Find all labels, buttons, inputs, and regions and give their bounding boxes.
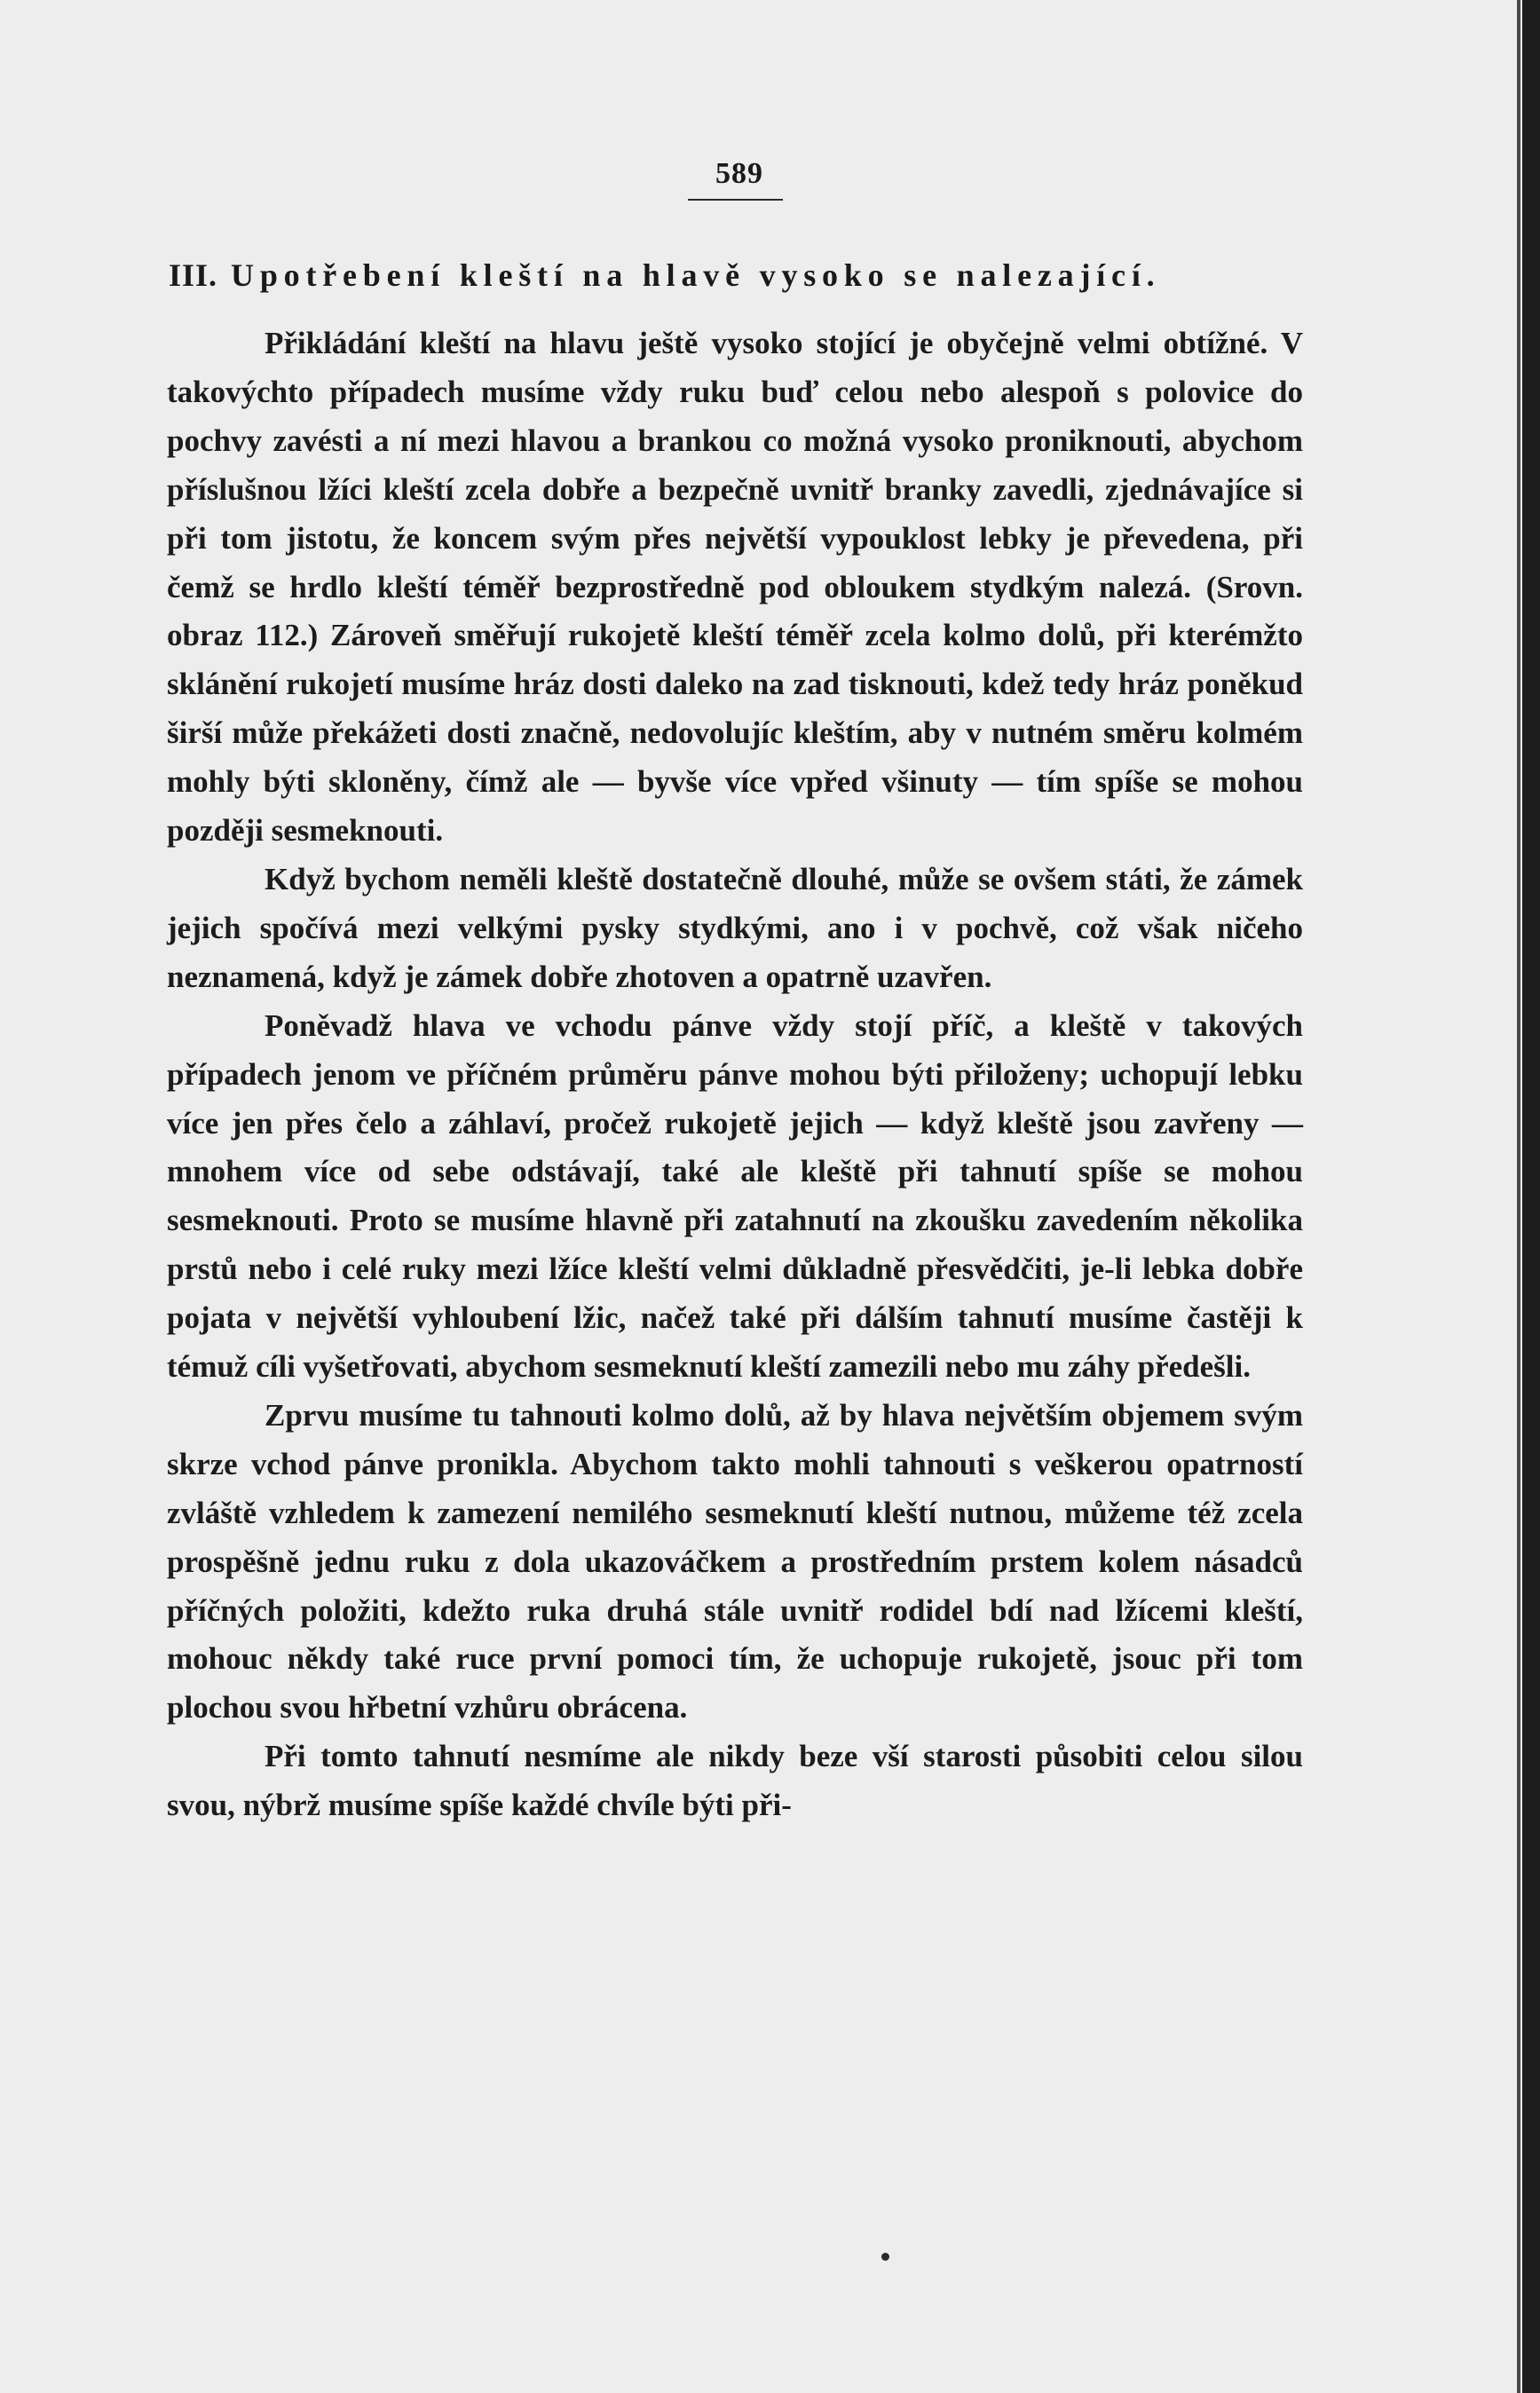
paragraph-2: Když bychom neměli kleště dostatečně dlouhé, může se ovšem státi, že zámek jejich spočívá mezi velkými pysky stydkými, ano i v pochvě, což však ničeho neznamená, když je zámek dobře zhotoven a opatrně uzavřen. <box>167 861 1303 994</box>
section-title: Upotřebení kleští na hlavě vysoko se nalezající. <box>231 257 1161 293</box>
section-number: III. <box>169 257 218 293</box>
paragraph-3: Poněvadž hlava ve vchodu pánve vždy stojí příč, a kleště v takových případech jenom ve příčném průměru pánve mohou býti přiloženy; uchopují lebku více jen přes čelo a záhlaví, pročež rukojetě jejich — když kleště jsou zavřeny — mnohem více od sebe odstávají, také ale kleště při tahnutí spíše se mohou sesmeknouti. Proto se musíme hlavně při zatahnutí na zkoušku zavedením několika prstů nebo i celé ruky mezi lžíce kleští velmi důkladně přesvědčiti, je-li lebka dobře pojata v největší vyhloubení lžic, načež také při dálším tahnutí musíme častěji k témuž cíli vyšetřovati, abychom sesmeknutí kleští zamezili nebo mu záhy předešli. <box>167 1007 1303 1385</box>
paragraph-4: Zprvu musíme tu tahnouti kolmo dolů, až by hlava největším objemem svým skrze vchod pánve pronikla. Abychom takto mohli tahnouti s veškerou opatrností zvláště vzhledem k zamezení nemilého sesmeknutí kleští nutnou, můžeme též zcela prospěšně jednu ruku z dola ukazováčkem a prostředním prstem kolem násadců příčných položiti, kdežto ruka druhá stále uvnitř rodidel bdí nad lžícemi kleští, mohouc někdy také ruce první pomoci tím, že uchopuje rukojetě, jsouc při tom plochou svou hřbetní vzhůru obrácena. <box>167 1397 1303 1726</box>
page-number-rule <box>688 199 783 201</box>
paragraph-1: Přikládání kleští na hlavu ještě vysoko stojící je obyčejně velmi obtížné. V takovýchto případech musíme vždy ruku buď celou nebo alespoň s polovice do pochvy zavésti a ní mezi hlavou a brankou co možná vysoko proniknouti, abychom příslušnou lžíci kleští zcela dobře a bezpečně uvnitř branky zavedli, zjednávajíce si při tom jistotu, že koncem svým přes největší vypouklost lebky je převedena, při čemž se hrdlo kleští téměř bezprostředně pod obloukem stydkým nalezá. (Srovn. obraz 112.) Zároveň směřují rukojetě kleští téměř zcela kolmo dolů, při kterémžto sklánění rukojetí musíme hráz dosti daleko na zad tisknouti, kdež tedy hráz poněkud širší může překážeti dosti značně, nedovolujíc kleštím, aby v nutném směru kolmém mohly býti skloněny, čímž ale — byvše více vpřed všinuty — tím spíše se mohou později sesmeknouti. <box>167 326 1303 849</box>
scanner-border <box>1522 0 1540 2393</box>
page-number: 589 <box>715 157 763 190</box>
section-heading <box>169 257 1323 294</box>
paragraph-5: Při tomto tahnutí nesmíme ale nikdy beze vší starosti působiti celou silou svou, nýbrž musíme spíše každé chvíle býti při- <box>167 1739 1303 1823</box>
footer-dot <box>881 2253 889 2261</box>
body-text <box>167 320 1303 1830</box>
page-edge-line <box>1517 0 1520 2393</box>
